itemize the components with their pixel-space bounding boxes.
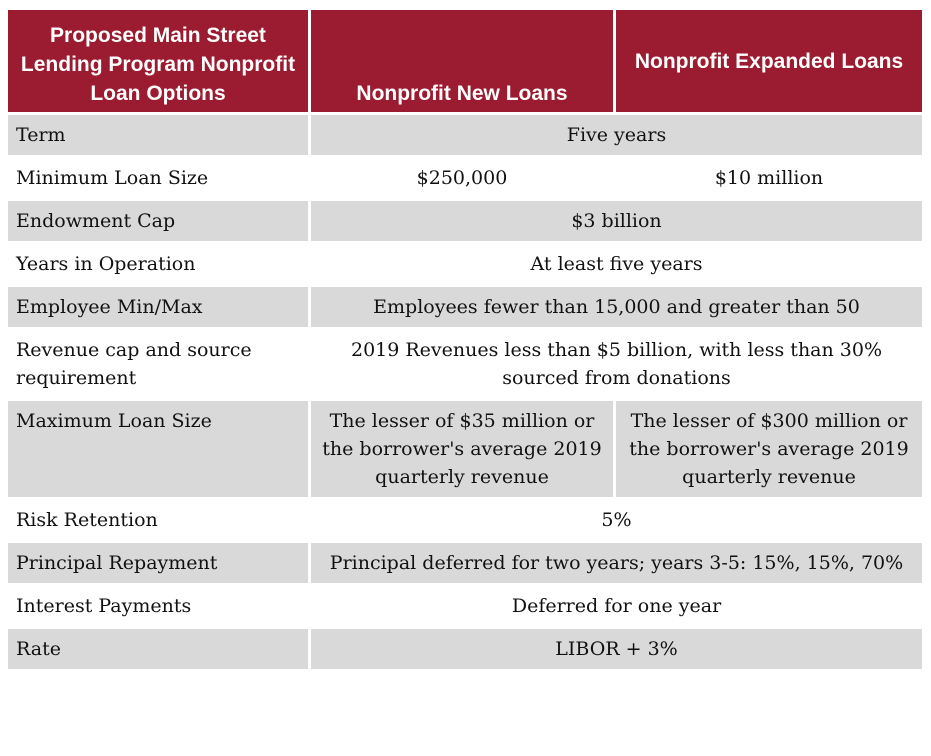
row-principal-repayment bbox=[8, 543, 922, 583]
row-value: Principal deferred for two years; years 3-5: 15%, 15%, 70% bbox=[311, 543, 922, 583]
row-label: Endowment Cap bbox=[8, 201, 308, 241]
row-label: Maximum Loan Size bbox=[8, 401, 308, 497]
row-maximum-loan-size bbox=[8, 401, 922, 497]
row-label: Revenue cap and source requirement bbox=[8, 330, 308, 398]
row-value-new: $250,000 bbox=[311, 158, 613, 198]
row-label: Term bbox=[8, 115, 308, 155]
row-value: 2019 Revenues less than $5 billion, with less than 30% sourced from donations bbox=[311, 330, 922, 398]
row-label: Principal Repayment bbox=[8, 543, 308, 583]
row-value: 5% bbox=[311, 500, 922, 540]
row-value: Five years bbox=[311, 115, 922, 155]
row-term bbox=[8, 115, 922, 155]
row-value: LIBOR + 3% bbox=[311, 629, 922, 669]
row-years-in-operation bbox=[8, 244, 922, 284]
row-minimum-loan-size bbox=[8, 158, 922, 198]
row-interest-payments bbox=[8, 586, 922, 626]
row-label: Employee Min/Max bbox=[8, 287, 308, 327]
row-risk-retention bbox=[8, 500, 922, 540]
row-employee-min-max bbox=[8, 287, 922, 327]
header-new-loans: Nonprofit New Loans bbox=[311, 10, 613, 112]
row-label: Minimum Loan Size bbox=[8, 158, 308, 198]
row-value: Deferred for one year bbox=[311, 586, 922, 626]
row-label: Years in Operation bbox=[8, 244, 308, 284]
row-value: Employees fewer than 15,000 and greater than 50 bbox=[311, 287, 922, 327]
row-value-expanded: The lesser of $300 million or the borrower's average 2019 quarterly revenue bbox=[616, 401, 922, 497]
row-value-expanded: $10 million bbox=[616, 158, 922, 198]
header-program-options: Proposed Main Street Lending Program Nonprofit Loan Options bbox=[8, 10, 308, 112]
loan-options-table bbox=[5, 7, 925, 672]
row-value-new: The lesser of $35 million or the borrower's average 2019 quarterly revenue bbox=[311, 401, 613, 497]
row-value: At least five years bbox=[311, 244, 922, 284]
row-label: Risk Retention bbox=[8, 500, 308, 540]
row-revenue-cap bbox=[8, 330, 922, 398]
row-value: $3 billion bbox=[311, 201, 922, 241]
row-rate bbox=[8, 629, 922, 669]
header-expanded-loans: Nonprofit Expanded Loans bbox=[616, 10, 922, 112]
row-label: Interest Payments bbox=[8, 586, 308, 626]
row-endowment-cap bbox=[8, 201, 922, 241]
header-row bbox=[8, 10, 922, 112]
row-label: Rate bbox=[8, 629, 308, 669]
